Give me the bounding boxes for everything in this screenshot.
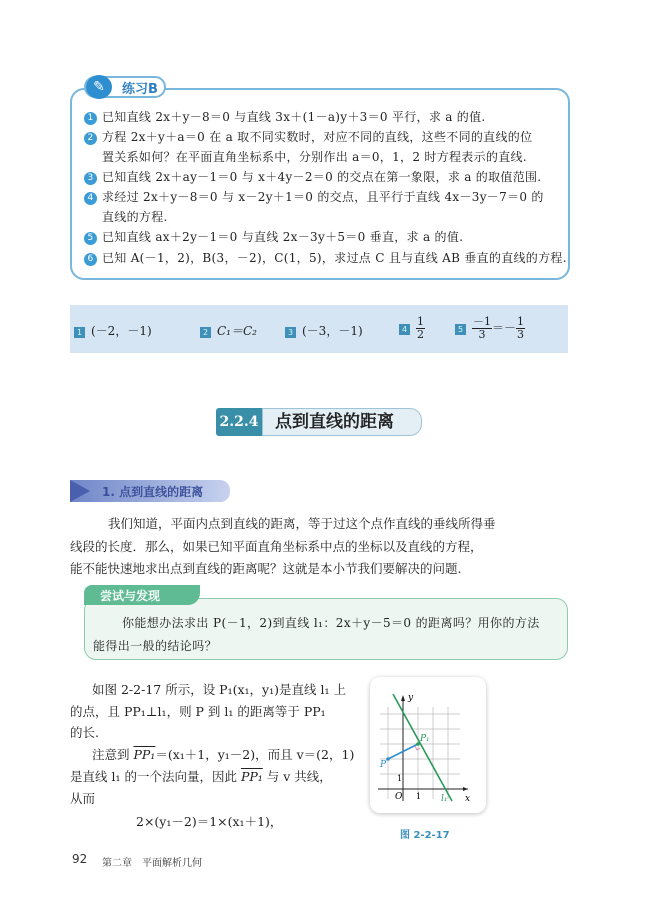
item-text: 已知 A(－1，2)，B(3，－2)，C(1，5)，求过点 C 且与直线 AB 垂直的直线的方程. <box>102 251 567 265</box>
section-number: 2.2.4 <box>216 408 262 436</box>
try-line: 能得出一般的结论吗？ <box>93 639 218 653</box>
item-number: 1 <box>84 112 97 125</box>
denominator: 3 <box>517 328 525 341</box>
pencil-check-icon: ✎ <box>86 75 112 99</box>
item-number: 4 <box>84 192 97 205</box>
page-number: 92 <box>72 852 88 866</box>
vector-pp1: PP₁ <box>240 769 263 784</box>
label-p: P <box>380 760 387 770</box>
exercise-item <box>84 168 541 185</box>
numerator: 1 <box>517 315 525 328</box>
body-line: 从而 <box>70 791 96 806</box>
body-line: 的长. <box>70 725 99 740</box>
fraction <box>516 316 525 341</box>
answer-text: (－3，－1) <box>302 324 363 338</box>
try-title: 尝试与发现 <box>100 589 161 603</box>
answer-text: (－2，－1) <box>91 324 152 338</box>
text: 是直线 l₁ 的一个法向量，因此 <box>70 769 241 784</box>
intro-line: 能不能快速地求出点到直线的距离呢？这就是本小节我们要解决的问题. <box>70 561 462 576</box>
chapter-title: 第二章 平面解析几何 <box>102 858 202 869</box>
item-text: 求经过 2x＋y－8＝0 与 x－2y＋1＝0 的交点，且平行于直线 4x－3y－7＝0 的 <box>102 190 544 204</box>
item-text: 已知直线 2x＋ay－1＝0 与 x＋4y－2＝0 的交点在第一象限，求 a 的取值范围. <box>102 170 542 184</box>
answer-text: C₁＝C₂ <box>217 324 257 338</box>
body-line: 的点，且 PP₁⊥l₁，则 P 到 l₁ 的距离等于 PP₁ <box>70 704 326 719</box>
item-text: 方程 2x＋y＋a＝0 在 a 取不同实数时，对应不同的直线，这些不同的直线的位 <box>102 130 533 144</box>
figure-2-2-17 <box>370 677 486 813</box>
text: 与 v 共线， <box>262 769 332 784</box>
vector-pp1: PP₁ <box>133 747 156 762</box>
exercise-item <box>84 108 486 125</box>
label-y-1: 1 <box>397 774 403 783</box>
intro-line: 我们知道，平面内点到直线的距离，等于过这个点作直线的垂线所得垂 <box>108 516 496 531</box>
exercise-item <box>84 249 567 266</box>
exercise-item <box>84 188 544 205</box>
label-x: x <box>465 794 471 804</box>
label-origin: O <box>395 792 403 802</box>
denominator: 2 <box>417 328 424 341</box>
answer-5 <box>455 316 525 341</box>
label-y: y <box>408 693 414 703</box>
item-number: 6 <box>84 253 97 266</box>
body-line <box>92 745 354 763</box>
item-number: 3 <box>84 172 97 185</box>
denominator: 3 <box>478 328 486 341</box>
try-line: 你能想办法求出 P(－1，2)到直线 l₁：2x＋y－5＝0 的距离吗？用你的方法 <box>122 616 540 630</box>
answer-3 <box>285 322 363 339</box>
label-p1: P₁ <box>420 734 430 744</box>
intro-line: 线段的长度．那么，如果已知平面直角坐标系中点的坐标以及直线的方程， <box>70 539 483 554</box>
item-text: 置关系如何？在平面直角坐标系中，分别作出 a＝0，1，2 时方程表示的直线. <box>102 150 527 164</box>
right-angle-mark <box>415 746 420 750</box>
body-line <box>70 767 332 785</box>
section-title: 点到直线的距离 <box>262 408 422 436</box>
label-x-1: 1 <box>416 792 422 801</box>
fraction <box>472 316 492 341</box>
item-text: 已知直线 2x＋y－8＝0 与直线 3x＋(1－a)y＋3＝0 平行，求 a 的值. <box>102 110 486 124</box>
label-l1: l₁ <box>441 794 448 804</box>
fraction <box>416 316 425 341</box>
answer-number: 3 <box>285 327 296 338</box>
arrow-icon <box>70 480 90 502</box>
text: ＝(x₁＋1，y₁－2)，而且 v＝(2，1) <box>155 747 355 762</box>
answer-1 <box>74 322 152 339</box>
item-text: 直线的方程. <box>102 210 168 224</box>
answer-number: 4 <box>399 324 410 335</box>
exercise-title: 练习B <box>122 82 158 97</box>
grid <box>380 707 460 799</box>
exercise-item <box>84 228 463 245</box>
body-line: 如图 2-2-17 所示，设 P₁(x₁，y₁)是直线 l₁ 上 <box>92 682 346 697</box>
answer-2 <box>200 322 257 339</box>
item-number: 5 <box>84 232 97 245</box>
point-p <box>386 757 390 761</box>
numerator: －1 <box>473 315 491 328</box>
answer-number: 2 <box>200 327 211 338</box>
coordinate-diagram <box>370 677 486 813</box>
exercise-item <box>102 148 527 165</box>
answer-4 <box>399 316 425 341</box>
equation: 2×(y₁－2)＝1×(x₁＋1)， <box>136 814 283 829</box>
item-number: 2 <box>84 132 97 145</box>
answer-number: 1 <box>74 327 85 338</box>
item-text: 已知直线 ax＋2y－1＝0 与直线 2x－3y＋5＝0 垂直，求 a 的值. <box>102 230 464 244</box>
exercise-item <box>102 208 168 225</box>
line-l1 <box>393 694 452 801</box>
answer-number: 5 <box>455 324 466 335</box>
text: 注意到 <box>92 747 134 762</box>
subsection-title: 1. 点到直线的距离 <box>102 485 204 499</box>
exercise-item <box>84 128 532 145</box>
numerator: 1 <box>417 315 424 328</box>
figure-caption: 图 2-2-17 <box>400 830 450 841</box>
equals-sign: ＝－ <box>492 321 517 335</box>
